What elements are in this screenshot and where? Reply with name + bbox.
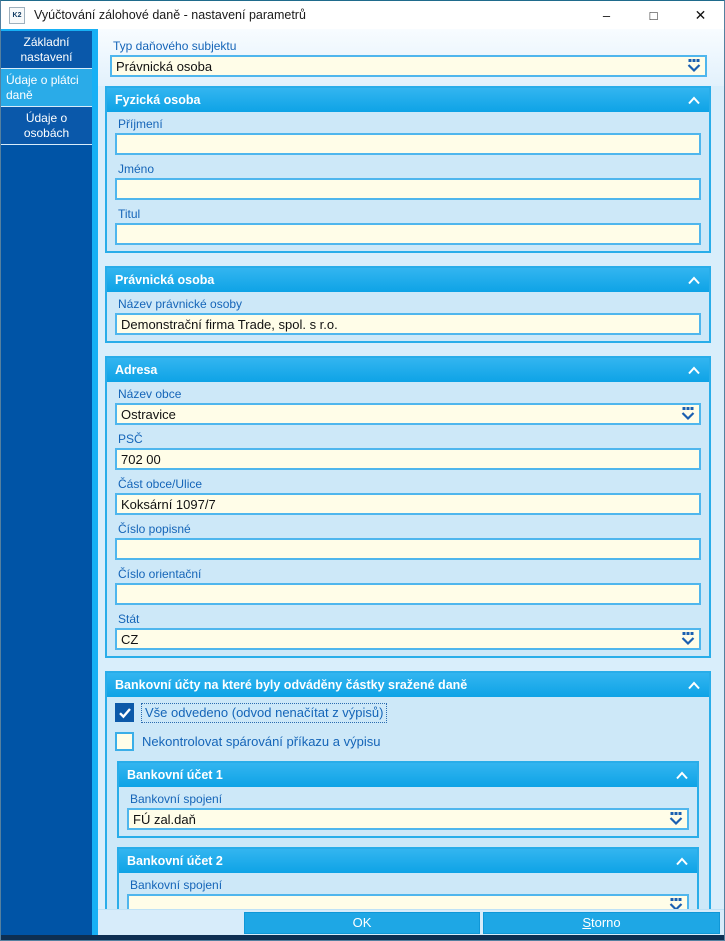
ok-button[interactable]: OK [244,912,480,934]
sidebar-nav [1,29,92,935]
checkbox-checked[interactable] [115,703,134,722]
section-title: Fyzická osoba [115,93,201,107]
prijmeni-input[interactable] [115,133,701,155]
section-header [107,358,709,382]
subject-type-input[interactable] [110,55,707,77]
checkbox-row-vse-odvedeno [115,703,701,722]
section-title: Bankovní účet 2 [127,854,223,868]
section-title: Bankovní účet 1 [127,768,223,782]
checkbox-label[interactable]: Nekontrolovat spárování příkazu a výpisu [142,733,381,749]
bankovni-spojeni-label: Bankovní spojení [130,792,223,806]
psc-label: PSČ [118,432,143,446]
dialog-button-bar [98,909,724,935]
section-header [107,268,709,292]
subject-type-group [98,29,724,86]
section-header [119,849,697,873]
psc-input[interactable] [115,448,701,470]
close-button[interactable]: ✕ [694,6,707,23]
form-area [98,29,724,909]
cislo-popisne-input[interactable] [115,538,701,560]
dropdown-icon[interactable] [686,59,702,73]
nazev-pravnicke-osoby-input[interactable] [115,313,701,335]
cislo-popisne-label: Číslo popisné [118,522,191,536]
section-header [107,673,709,697]
dropdown-icon[interactable] [680,407,696,421]
section-fyzicka-osoba [105,86,711,253]
section-title: Bankovní účty na které byly odváděny částky sražené daně [115,678,468,692]
collapse-icon[interactable] [673,852,691,870]
window-title: Vyúčtování zálohové daně - nastavení parametrů [34,8,306,22]
window-bottom-edge [1,935,724,940]
subject-type-label: Typ daňového subjektu [113,39,237,53]
section-title: Právnická osoba [115,273,215,287]
minimize-button[interactable]: – [602,7,611,23]
titul-input[interactable] [115,223,701,245]
nazev-pravnicke-osoby-label: Název právnické osoby [118,297,243,311]
section-bankovni-ucty [105,671,711,909]
collapse-icon[interactable] [685,271,703,289]
subsection-bankovni-ucet-1 [117,761,699,838]
collapse-icon[interactable] [685,91,703,109]
dropdown-icon[interactable] [668,812,684,826]
sidebar-item-zakladni-nastaveni[interactable]: Základní nastavení [1,31,92,69]
sidebar-item-udaje-o-platci-dane[interactable]: Údaje o plátci daně [1,69,92,107]
dropdown-icon[interactable] [680,632,696,646]
cislo-orientacni-input[interactable] [115,583,701,605]
jmeno-label: Jméno [118,162,155,176]
dropdown-icon[interactable] [668,898,684,909]
storno-button[interactable]: Storno [483,912,720,934]
collapse-icon[interactable] [685,676,703,694]
section-header [119,763,697,787]
checkbox-row-nekontrolovat [115,732,701,751]
section-adresa [105,356,711,658]
sidebar-item-udaje-o-osobach[interactable]: Údaje o osobách [1,107,92,145]
cast-obce-ulice-input[interactable] [115,493,701,515]
bankovni-spojeni-2-input[interactable] [127,894,689,909]
collapse-icon[interactable] [673,766,691,784]
nazev-obce-label: Název obce [118,387,182,401]
checkbox-unchecked[interactable] [115,732,134,751]
titul-label: Titul [118,207,141,221]
section-header [107,88,709,112]
titlebar [1,1,724,29]
bankovni-spojeni-1-input[interactable] [127,808,689,830]
subsection-bankovni-ucet-2 [117,847,699,909]
maximize-button[interactable]: □ [649,7,658,23]
jmeno-input[interactable] [115,178,701,200]
collapse-icon[interactable] [685,361,703,379]
stat-input[interactable] [115,628,701,650]
cislo-orientacni-label: Číslo orientační [118,567,202,581]
bankovni-spojeni-label: Bankovní spojení [130,878,223,892]
section-title: Adresa [115,363,158,377]
window-controls [583,1,724,29]
checkbox-label[interactable]: Vše odvedeno (odvod nenačítat z výpisů) [142,704,386,722]
section-pravnicka-osoba [105,266,711,343]
nazev-obce-input[interactable] [115,403,701,425]
prijmeni-label: Příjmení [118,117,163,131]
cast-obce-ulice-label: Část obce/Ulice [118,477,203,491]
stat-label: Stát [118,612,140,626]
k2-app-icon: K2 [9,7,25,24]
